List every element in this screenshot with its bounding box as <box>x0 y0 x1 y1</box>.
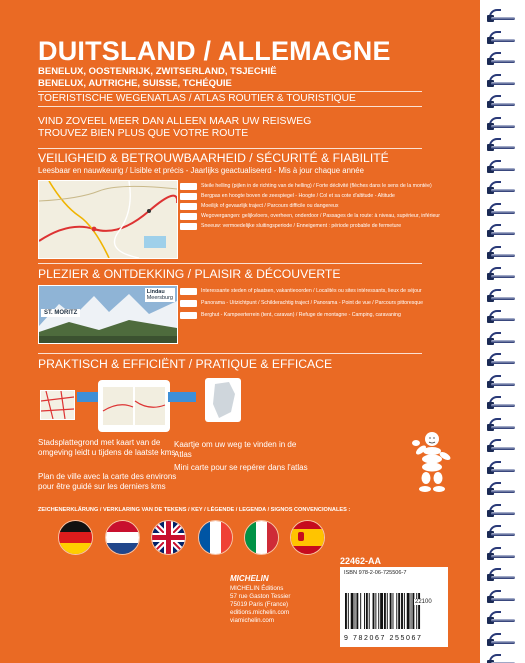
spiral-coil <box>487 143 517 152</box>
legend-swatch <box>180 288 197 295</box>
legend-text: Bergpas en hoogte boven de zeespiegel - Hoogte / Col et sa cote d'altitude - Altitude <box>201 193 395 199</box>
key-languages-line: ZEICHENERKLÄRUNG / VERKLARING VAN DE TEKENS / KEY / LÉGENDE / LEGENDA / SIGNOS CONVENCIONALES : <box>38 507 351 513</box>
spiral-coil <box>487 251 517 260</box>
price-code: 22100 <box>415 599 432 605</box>
legend-row <box>180 312 401 319</box>
spiral-coil <box>487 229 517 238</box>
section-pleasure-title: PLEZIER & ONTDEKKING / PLAISIR & DÉCOUVERTE <box>38 267 341 281</box>
map-label-meersburg-text: Meersburg <box>146 295 173 301</box>
michelin-logo: MICHELIN <box>230 574 269 583</box>
spiral-coil <box>487 100 517 109</box>
spiral-coil <box>487 552 517 561</box>
spiral-coil <box>487 423 517 432</box>
legend-text: Interessante steden of plaatsen, vakantieoorden / Localités ou sites intéressants, lieux de séjour <box>201 288 422 294</box>
uk-flag <box>151 520 186 555</box>
map-label-lindau <box>145 288 175 302</box>
legend-swatch <box>180 193 197 200</box>
legend-row <box>180 300 424 307</box>
map-label-st-moritz: ST. MORITZ <box>41 309 80 317</box>
publisher-line-2: 57 rue Gaston Tessier <box>230 593 291 600</box>
road-map-sample <box>38 180 178 259</box>
legend-swatch <box>180 300 197 307</box>
cover-subtitle: TOERISTISCHE WEGENATLAS / ATLAS ROUTIER & TOURISTIQUE <box>38 93 356 104</box>
city-plan-text-nl: Stadsplattegrond met kaart van de omgeving leidt u tijdens de laatste kms <box>38 438 176 457</box>
spiral-coil <box>487 616 517 625</box>
spiral-coil <box>487 36 517 45</box>
section-safety-title: VEILIGHEID & BETROUWBAARHEID / SÉCURITÉ & FIABILITÉ <box>38 151 389 165</box>
divider <box>38 353 422 354</box>
spiral-coil <box>487 272 517 281</box>
pleasure-legend <box>180 288 424 322</box>
legend-text: Sneeuw: vermoedelijke sluitingsperiode / Enneigement : période probable de fermeture <box>201 223 402 229</box>
spiral-coil <box>487 358 517 367</box>
spiral-coil <box>487 466 517 475</box>
spiral-coil <box>487 165 517 174</box>
publisher-line-3: 75019 Paris (France) <box>230 601 289 608</box>
spiral-coil <box>487 509 517 518</box>
spiral-coil <box>487 79 517 88</box>
isbn-text: ISBN 978-2-06-725506-7 <box>344 570 407 576</box>
spiral-coil <box>487 573 517 582</box>
spiral-coil <box>487 401 517 410</box>
divider <box>38 91 422 92</box>
mini-map-icon <box>205 378 241 422</box>
mountain-photo <box>38 285 178 344</box>
countries-line-fr: BENELUX, AUTRICHE, SUISSE, TCHÉQUIE <box>38 78 232 89</box>
legend-text: Moeilijk of gevaarlijk traject / Parcours difficile ou dangereux <box>201 203 339 209</box>
tagline-fr: TROUVEZ BIEN PLUS QUE VOTRE ROUTE <box>38 128 249 139</box>
spiral-coil <box>487 294 517 303</box>
spiral-coil <box>487 444 517 453</box>
arrow-icon <box>77 392 99 402</box>
spiral-coil <box>487 530 517 539</box>
spiral-coil <box>487 638 517 647</box>
legend-row <box>180 223 402 230</box>
publisher-line-5: viamichelin.com <box>230 617 275 624</box>
spiral-coil <box>487 337 517 346</box>
legend-text: Wegovergangen: gelijkvloers, overheen, onderdoor / Passages de la route: à niveau, supérieur, inférieur <box>201 213 440 219</box>
countries-line-nl: BENELUX, OOSTENRIJK, ZWITSERLAND, TSJECHIË <box>38 66 277 77</box>
legend-row <box>180 213 440 220</box>
michelin-man-mascot <box>412 430 452 496</box>
mini-map-text-nl: Kaartje om uw weg te vinden in de Atlas <box>174 440 297 459</box>
legend-row <box>180 193 395 200</box>
italy-flag <box>244 520 279 555</box>
city-plan-text-fr: Plan de ville avec la carte des environs pour être guidé sur les derniers kms <box>38 472 177 491</box>
legend-row <box>180 288 422 295</box>
spiral-coil <box>487 57 517 66</box>
legend-text: Steile helling (pijlen in de richting van de helling) / Forte déclivité (flèches dans le sens de la montée) <box>201 183 432 189</box>
open-atlas-icon <box>98 380 170 432</box>
tagline-nl: VIND ZOVEEL MEER DAN ALLEEN MAAR UW REISWEG <box>38 116 312 127</box>
spiral-coil <box>487 208 517 217</box>
legend-swatch <box>180 312 197 319</box>
map-label-lindau-text: Lindau <box>146 289 165 295</box>
divider <box>38 263 422 264</box>
spiral-coil <box>487 380 517 389</box>
barcode-digits: 9 782067 255067 <box>344 635 423 642</box>
section-safety-desc: Leesbaar en nauwkeurig / Lisible et précis - Jaarlijks geactualiseerd - Mis à jour chaque année <box>38 166 364 175</box>
legend-text: Berghut - Kampeerterrein (tent, caravan) / Refuge de montagne - Camping, caravaning <box>201 312 401 318</box>
netherlands-flag <box>105 520 140 555</box>
divider <box>38 106 422 107</box>
legend-row <box>180 183 432 190</box>
legend-text: Panorama - Uitzichtpunt / Schilderachtig traject / Panorama - Point de vue / Parcours pittoresque <box>201 300 424 306</box>
legend-swatch <box>180 203 197 210</box>
legend-swatch <box>180 223 197 230</box>
mini-map-text-fr: Mini carte pour se repérer dans l'atlas <box>174 463 308 472</box>
spiral-coil <box>487 315 517 324</box>
divider <box>38 148 422 149</box>
city-plan-thumbnail <box>40 390 75 420</box>
product-code: 22462-AA <box>340 556 382 566</box>
spiral-coil <box>487 122 517 131</box>
spiral-coil <box>487 595 517 604</box>
safety-legend <box>180 183 440 233</box>
spiral-coil <box>487 186 517 195</box>
cover-title: DUITSLAND / ALLEMAGNE <box>38 36 391 66</box>
spiral-coil <box>487 487 517 496</box>
legend-row <box>180 203 340 210</box>
france-flag <box>198 520 233 555</box>
publisher-line-1: MICHELIN Éditions <box>230 585 284 592</box>
arrow-icon <box>168 392 196 402</box>
germany-flag <box>58 520 93 555</box>
legend-swatch <box>180 213 197 220</box>
spiral-coil <box>487 659 517 663</box>
spiral-binding <box>480 0 525 663</box>
publisher-line-4: editions.michelin.com <box>230 609 290 616</box>
spiral-coil <box>487 14 517 23</box>
spain-flag <box>290 520 325 555</box>
legend-swatch <box>180 183 197 190</box>
section-practical-title: PRAKTISCH & EFFICIËNT / PRATIQUE & EFFICACE <box>38 357 333 371</box>
